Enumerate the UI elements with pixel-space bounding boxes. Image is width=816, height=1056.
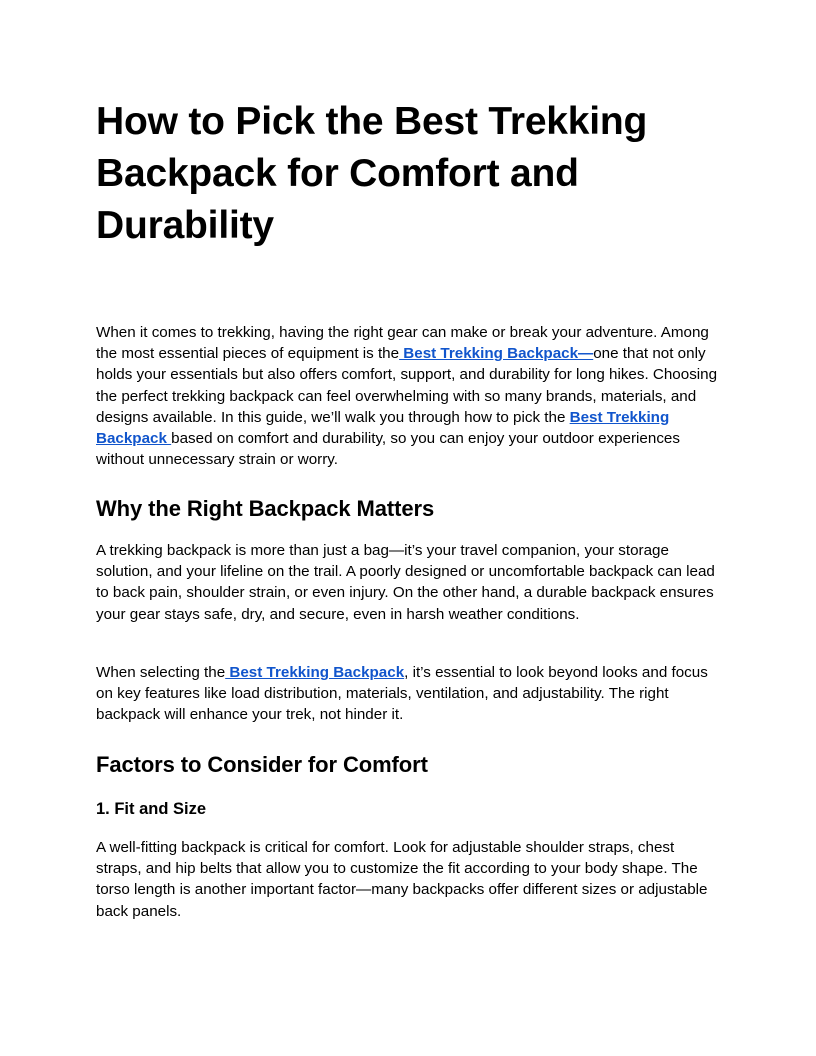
- section-heading-comfort: Factors to Consider for Comfort: [96, 752, 428, 777]
- section-heading-why: Why the Right Backpack Matters: [96, 496, 435, 521]
- subheading-fit-size: 1. Fit and Size: [96, 800, 207, 818]
- why-p2-text-2: , it’s essential to look beyond looks and focus on key features like load distribution, materials, ventilation, and adjustability. The right backpack will enhance your trek, not hinder it.: [96, 664, 708, 724]
- why-paragraph-2: [96, 662, 724, 726]
- intro-text-2: one that not only holds your essentials but also offers comfort, support, and durability for long hikes. Choosing the perfect trekking backpack can feel overwhelming with so many brands, materials, and designs available. In this guide, we’ll walk you through how to pick the: [96, 345, 718, 426]
- why-p2-text-1: When selecting the: [96, 664, 226, 681]
- why-paragraph-1: A trekking backpack is more than just a bag—it’s your travel companion, your storage solution, and your lifeline on the trail. A poorly designed or uncomfortable backpack can lead to back pain, shoulder strain, or even injury. On the other hand, a durable backpack ensures your gear stays safe, dry, and secure, even in harsh weather conditions.: [96, 542, 715, 623]
- fit-paragraph: A well-fitting backpack is critical for comfort. Look for adjustable shoulder straps, chest straps, and hip belts that allow you to customize the fit according to your body shape. The torso length is another important factor—many backpacks offer different sizes or adjustable back panels.: [96, 839, 708, 920]
- best-trekking-backpack-link-1[interactable]: Best Trekking Backpack—: [399, 345, 594, 363]
- best-trekking-backpack-link-2[interactable]: Best Trekking Backpack: [96, 408, 670, 448]
- page-title: How to Pick the Best Trekking Backpack for Comfort and Durability: [96, 100, 648, 247]
- intro-text-1: When it comes to trekking, having the right gear can make or break your adventure. Among the most essential pieces of equipment is the: [96, 324, 709, 363]
- intro-paragraph: [96, 322, 724, 470]
- best-trekking-backpack-link-3[interactable]: Best Trekking Backpack: [225, 664, 405, 681]
- intro-text-3: based on comfort and durability, so you can enjoy your outdoor experiences without unnecessary strain or worry.: [96, 430, 680, 469]
